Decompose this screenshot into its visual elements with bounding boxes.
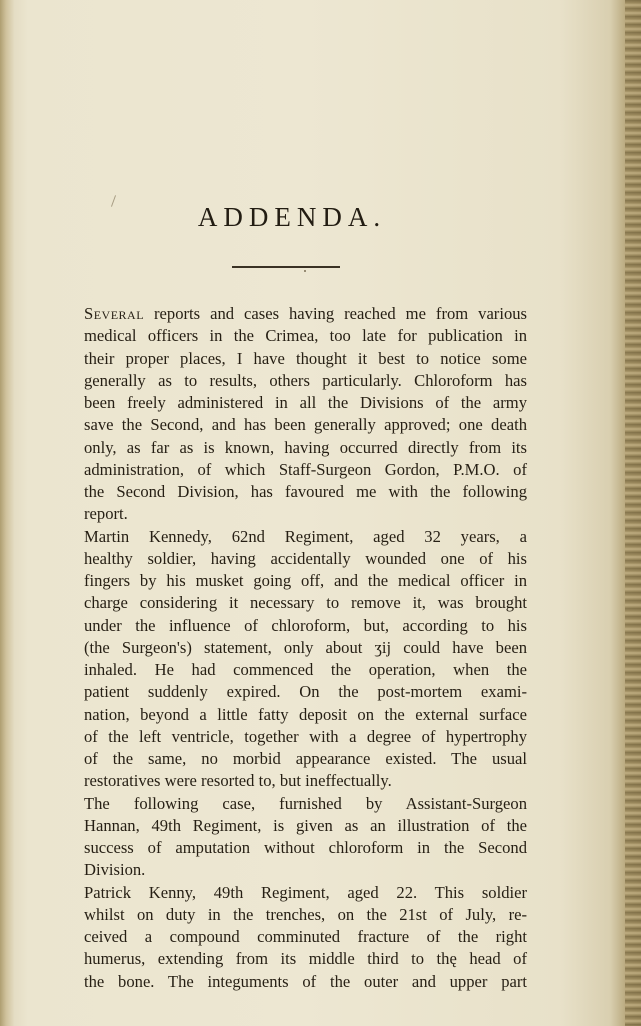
text-line: Patrick Kenny, 49th Regiment, aged 22. This soldier (84, 882, 527, 902)
text-line: of the same, no morbid appearance existed. The usual (84, 749, 527, 768)
title-rule (232, 266, 340, 268)
text-line: save the Second, and has been generally approved; one death (84, 415, 527, 435)
text-line: healthy soldier, having accidentally wounded one of his (84, 548, 527, 568)
text-line: Hannan, 49th Regiment, is given as an illustration of the (84, 815, 527, 835)
page-gutter-edge (0, 0, 14, 1026)
text-line: restoratives were resorted to, but ineffectually. (84, 771, 392, 791)
text-line: patient suddenly expired. On the post-mortem exami- (84, 682, 527, 702)
text-line: Division. (84, 860, 146, 880)
first-word: Several (84, 304, 145, 323)
text-line: whilst on duty in the trenches, on the 21st of July, re- (84, 904, 527, 924)
text-line: report. (84, 504, 128, 524)
text-line: of the left ventricle, together with a degree of hypertrophy (84, 726, 527, 746)
text-line: been freely administered in all the Divisions of the army (84, 393, 527, 412)
chapter-title: ADDENDA. (197, 202, 387, 232)
text-line: the Second Division, has favoured me with the following (84, 482, 527, 501)
body-text (84, 303, 527, 993)
text-line: Martin Kennedy, 62nd Regiment, aged 32 years, a (84, 526, 527, 546)
text-line: medical officers in the Crimea, too late for publication in (84, 326, 527, 346)
page-fore-edge (625, 0, 641, 1026)
text-line: fingers by his musket going off, and the medical officer in (84, 571, 527, 590)
rule-speck (304, 270, 306, 272)
text-line: charge considering it necessary to remove it, was brought (84, 593, 527, 613)
text-line: only, as far as is known, having occurred directly from its (84, 437, 527, 457)
text-line: administration, of which Staff-Surgeon Gordon, P.M.O. of (84, 459, 527, 479)
text-line: the bone. The integuments of the outer and upper part (84, 971, 527, 991)
text-line: success of amputation without chloroform in the Second (84, 838, 527, 857)
text-line: generally as to results, others particularly. Chloroform has (84, 370, 527, 390)
text-line: The following case, furnished by Assistant-Surgeon (84, 793, 527, 813)
text-line: humerus, extending from its middle third to thę head of (84, 949, 527, 969)
text-line: Several reports and cases having reached me from various (84, 304, 527, 323)
text-line: under the influence of chloroform, but, according to his (84, 615, 527, 635)
text-line: inhaled. He had commenced the operation, when the (84, 660, 527, 679)
text-line: ceived a compound comminuted fracture of the right (84, 927, 527, 946)
text-line: their proper places, I have thought it best to notice some (84, 348, 527, 368)
text-line: nation, beyond a little fatty deposit on the external surface (84, 704, 527, 724)
text-line: (the Surgeon's) statement, only about ʒij could have been (84, 637, 527, 657)
